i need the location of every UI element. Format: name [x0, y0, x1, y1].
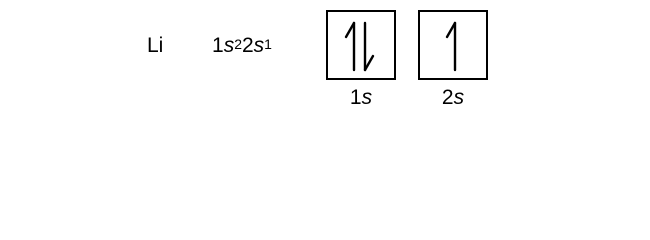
config-shell-2-orbital: s — [253, 34, 265, 57]
config-shell-1-n: 1 — [212, 34, 224, 57]
config-shell-2-n: 2 — [241, 34, 254, 57]
orbital-label-1s — [325, 86, 397, 110]
orbital-box-1s — [326, 10, 396, 80]
spin-up-arrow-icon — [447, 23, 455, 70]
orbital-label-2s-n: 2 — [441, 86, 454, 109]
config-shell-2-electrons: 1 — [264, 36, 272, 52]
orbital-label-1s-l: s — [361, 86, 373, 109]
spin-down-arrow-icon — [365, 23, 373, 70]
orbital-label-2s — [417, 86, 489, 110]
orbital-2s-arrows — [420, 12, 486, 78]
element-symbol: Li — [147, 34, 164, 57]
config-shell-1-electrons: 2 — [234, 36, 242, 52]
orbital-label-1s-n: 1 — [349, 86, 362, 109]
config-shell-1-orbital: s — [223, 34, 235, 57]
electron-configuration — [212, 34, 272, 58]
spin-up-arrow-icon — [346, 23, 354, 70]
orbital-1s-arrows — [328, 12, 394, 78]
orbital-box-2s — [418, 10, 488, 80]
orbital-label-2s-l: s — [453, 86, 465, 109]
